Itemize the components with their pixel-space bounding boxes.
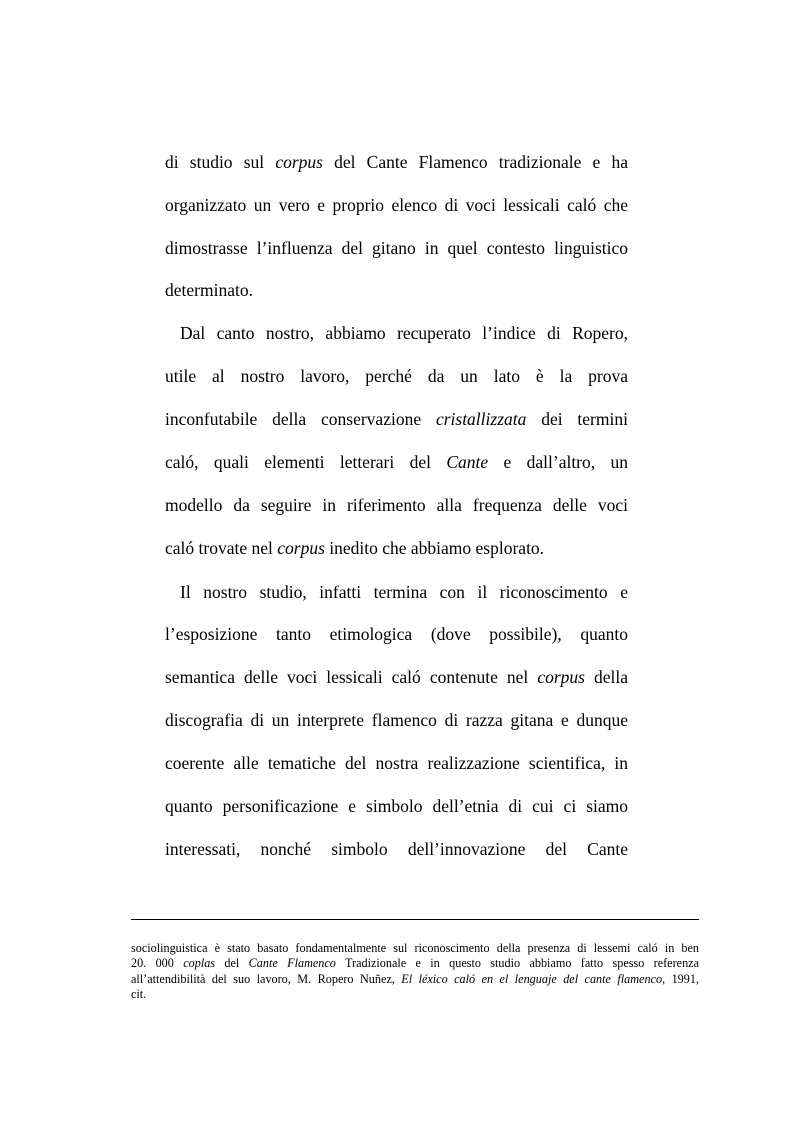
body-line: organizzato un vero e proprio elenco di voci lessicali caló che <box>165 194 628 215</box>
italic-term: Cante Flamenco <box>248 956 336 971</box>
body-line: di studio sul corpus del Cante Flamenco tradizionale e ha <box>165 151 628 172</box>
body-line: caló trovate nel corpus inedito che abbiamo esplorato. <box>165 537 545 558</box>
italic-term: coplas <box>183 956 216 971</box>
italic-term: Cante <box>446 451 489 472</box>
body-line: Dal canto nostro, abbiamo recuperato l’indice di Ropero, <box>180 322 628 343</box>
body-line: discografia di un interprete flamenco di razza gitana e dunque <box>165 709 628 730</box>
body-line: semantica delle voci lessicali caló contenute nel corpus della <box>165 666 629 687</box>
body-line: interessati, nonché simbolo dell’innovazione del Cante <box>165 838 628 859</box>
italic-term: corpus <box>275 151 323 172</box>
body-line: l’esposizione tanto etimologica (dove possibile), quanto <box>165 623 628 644</box>
italic-term: cristallizzata <box>435 408 527 429</box>
italic-term: corpus <box>277 537 325 558</box>
body-line: caló, quali elementi letterari del Cante e dall’altro, un <box>165 451 628 472</box>
body-line: coerente alle tematiche del nostra realizzazione scientifica, in <box>165 752 628 773</box>
footnote-line: 20. 000 coplas del Cante Flamenco Tradizionale e in questo studio abbiamo fatto spesso referenza <box>131 956 699 971</box>
body-line: quanto personificazione e simbolo dell’etnia di cui ci siamo <box>165 795 628 816</box>
body-line: dimostrasse l’influenza del gitano in quel contesto linguistico <box>165 237 628 258</box>
italic-term: El léxico caló en el lenguaje del cante flamenco <box>401 972 663 987</box>
footnote-line: cit. <box>131 987 147 1002</box>
body-line: inconfutabile della conservazione cristallizzata dei termini <box>165 408 628 429</box>
body-line: modello da seguire in riferimento alla frequenza delle voci <box>165 494 628 515</box>
footnote-separator <box>131 919 699 920</box>
footnote-line: all’attendibilità del suo lavoro, M. Ropero Nuñez, El léxico caló en el lenguaje del cante flamenco, 1991, <box>131 972 700 987</box>
body-line: Il nostro studio, infatti termina con il riconoscimento e <box>180 581 628 602</box>
italic-term: corpus <box>537 666 585 687</box>
body-line: utile al nostro lavoro, perché da un lato è la prova <box>165 365 628 386</box>
footnote-line: sociolinguistica è stato basato fondamentalmente sul riconoscimento della presenza di lessemi caló in ben <box>131 941 699 956</box>
body-line: determinato. <box>165 279 253 300</box>
